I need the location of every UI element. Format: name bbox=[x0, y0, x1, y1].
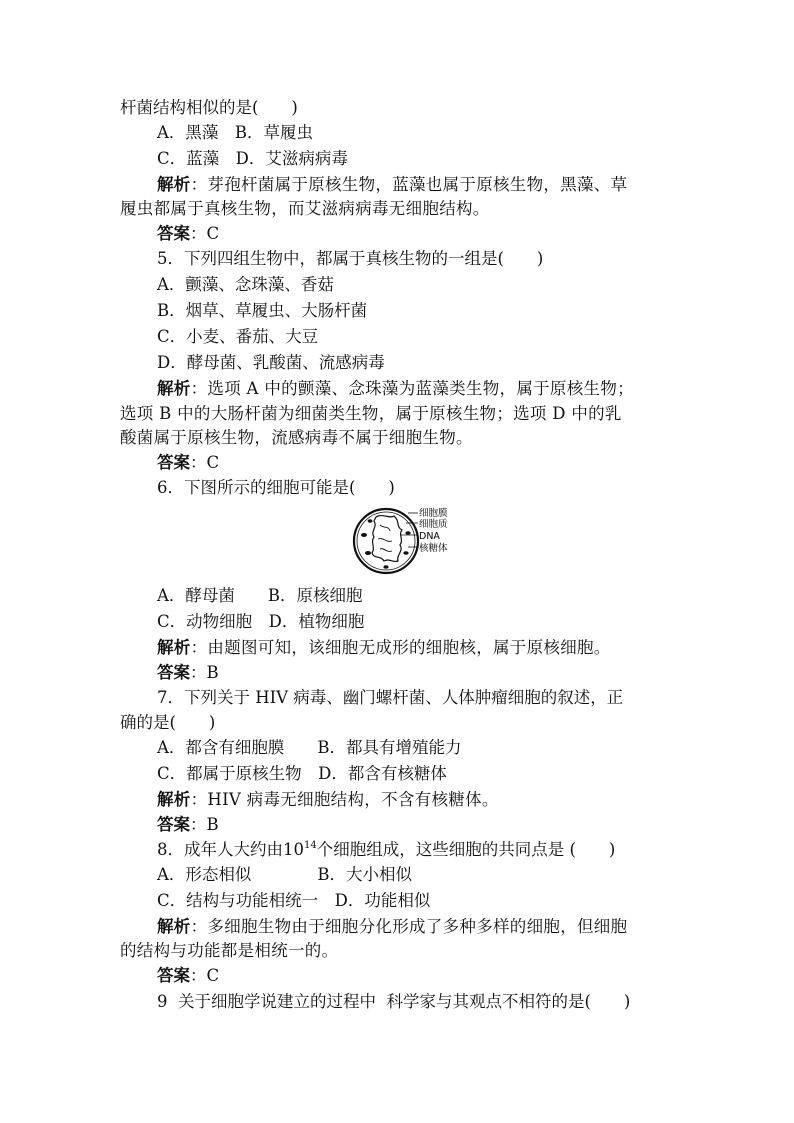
q6-answer bbox=[157, 662, 219, 684]
q5-stem: 5．下列四组生物中，都属于真核生物的一组是( ) bbox=[157, 249, 544, 268]
answer-text: ：B bbox=[190, 815, 219, 834]
q9-stem: 9 关于细胞学说建立的过程中 科学家与其观点不相符的是( ) bbox=[157, 992, 631, 1011]
q7-options-cd: C．都属于原核生物 D．都含有核糖体 bbox=[157, 764, 447, 783]
ribosome bbox=[365, 551, 371, 555]
label-membrane: 细胞膜 bbox=[419, 508, 448, 519]
q4-analysis bbox=[157, 174, 627, 196]
analysis-label: 解析 bbox=[157, 176, 191, 194]
analysis-text: ：由题图可知，该细胞无成形的细胞核，属于原核细胞。 bbox=[190, 638, 611, 657]
q8-analysis bbox=[157, 916, 627, 938]
analysis-text: ：多细胞生物由于细胞分化形成了多种多样的细胞，但细胞 bbox=[190, 917, 628, 936]
answer-text: ：C bbox=[190, 224, 220, 243]
q6-options-cd: C．动物细胞 D．植物细胞 bbox=[157, 612, 365, 631]
cell-membrane-inner bbox=[357, 512, 415, 570]
q8-answer bbox=[157, 965, 219, 987]
q8-stem-post: 个细胞组成，这些细胞的共同点是 ( ) bbox=[316, 840, 616, 859]
analysis-label: 解析 bbox=[157, 918, 191, 936]
ribosome bbox=[403, 551, 408, 555]
analysis-text: ：芽孢杆菌属于原核生物，蓝藻也属于原核生物，黑藻、草 bbox=[190, 175, 628, 194]
dna-strands bbox=[378, 525, 392, 551]
q5-analysis bbox=[157, 378, 634, 400]
q4-options-cd: C．蓝藻 D．艾滋病病毒 bbox=[157, 149, 348, 168]
q6-analysis bbox=[157, 637, 611, 659]
q8-options-ab: A．形态相似 B．大小相似 bbox=[157, 865, 413, 884]
answer-text: ：C bbox=[190, 966, 220, 985]
q5-option-c: C．小麦、番茄、大豆 bbox=[157, 327, 319, 346]
q8-exponent: 14 bbox=[304, 840, 317, 851]
q5-answer bbox=[157, 452, 219, 474]
q5-option-d: D．酵母菌、乳酸菌、流感病毒 bbox=[157, 353, 385, 372]
q4-answer bbox=[157, 223, 219, 245]
label-ribosome: 核糖体 bbox=[419, 543, 448, 554]
answer-label: 答案 bbox=[157, 816, 190, 834]
analysis-text: ：选项 A 中的颤藻、念珠藻为蓝藻类生物，属于原核生物； bbox=[190, 379, 634, 398]
q7-answer bbox=[157, 814, 219, 836]
ribosome bbox=[368, 519, 373, 522]
q8-analysis-cont: 的结构与功能都是相统一的。 bbox=[120, 941, 339, 960]
ribosome bbox=[383, 565, 388, 569]
dna-region bbox=[372, 516, 402, 562]
q4-analysis-cont: 履虫都属于真核生物，而艾滋病病毒无细胞结构。 bbox=[120, 199, 490, 218]
answer-label: 答案 bbox=[157, 967, 190, 985]
q6-stem: 6．下图所示的细胞可能是( ) bbox=[157, 478, 395, 497]
q7-stem: 7．下列关于 HIV 病毒、幽门螺杆菌、人体肿瘤细胞的叙述，正 bbox=[157, 688, 624, 707]
q4-stem-cont: 杆菌结构相似的是( ) bbox=[120, 98, 298, 117]
analysis-label: 解析 bbox=[157, 639, 191, 657]
answer-label: 答案 bbox=[157, 664, 190, 682]
answer-text: ：B bbox=[190, 663, 219, 682]
q4-options-ab: A．黑藻 B．草履虫 bbox=[157, 123, 314, 142]
label-cytoplasm: 细胞质 bbox=[419, 519, 448, 530]
q5-option-b: B．烟草、草履虫、大肠杆菌 bbox=[157, 301, 368, 320]
q8-stem-pre: 8．成年人大约由10 bbox=[157, 840, 304, 859]
answer-label: 答案 bbox=[157, 454, 190, 472]
q7-options-ab: A．都含有细胞膜 B．都具有增殖能力 bbox=[157, 738, 462, 757]
analysis-label: 解析 bbox=[157, 380, 191, 398]
analysis-label: 解析 bbox=[157, 791, 191, 809]
q8-options-cd: C．结构与功能相统一 D．功能相似 bbox=[157, 891, 431, 910]
ribosome bbox=[405, 531, 410, 535]
answer-text: ：C bbox=[190, 453, 220, 472]
q7-analysis bbox=[157, 789, 499, 811]
q5-analysis-cont-2: 酸菌属于原核生物，流感病毒不属于细胞生物。 bbox=[120, 428, 473, 447]
prokaryotic-cell-figure bbox=[350, 503, 480, 581]
label-dna: DNA bbox=[419, 531, 440, 542]
q6-options-ab: A．酵母菌 B．原核细胞 bbox=[157, 586, 363, 605]
analysis-text: ：HIV 病毒无细胞结构，不含有核糖体。 bbox=[190, 790, 499, 809]
q8-stem bbox=[157, 839, 615, 861]
cell-membrane-outline bbox=[354, 509, 418, 573]
q5-option-a: A．颤藻、念珠藻、香菇 bbox=[157, 275, 334, 294]
ribosome bbox=[361, 533, 367, 537]
q7-stem-cont: 确的是( ) bbox=[120, 713, 216, 732]
q5-analysis-cont-1: 选项 B 中的大肠杆菌为细菌类生物，属于原核生物；选项 D 中的乳 bbox=[120, 404, 622, 423]
answer-label: 答案 bbox=[157, 225, 190, 243]
